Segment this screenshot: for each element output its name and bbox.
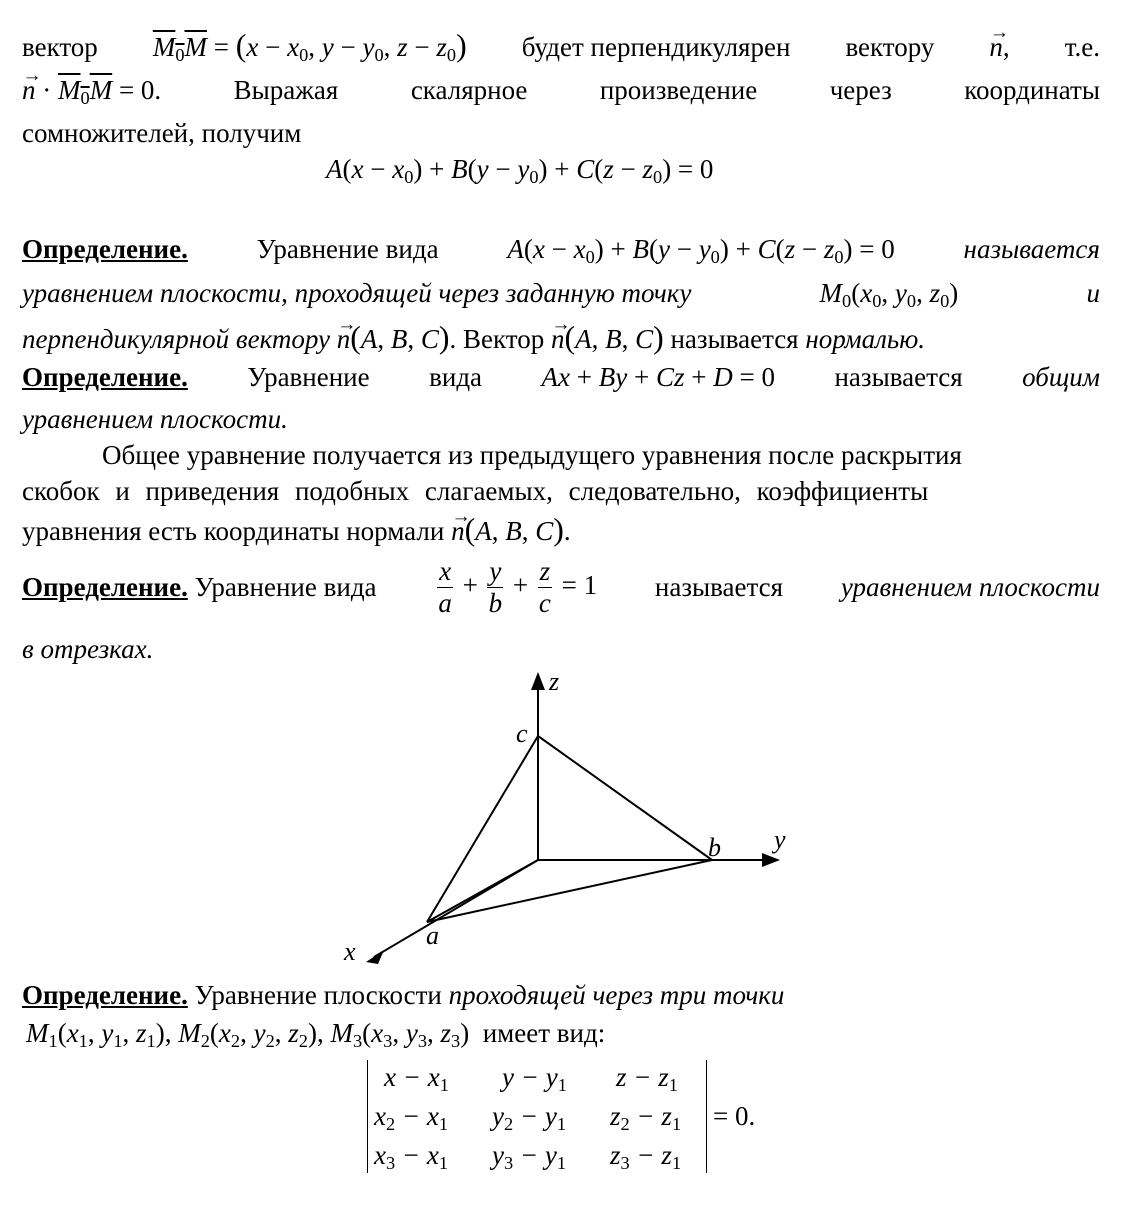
word: Уравнение [247,362,370,392]
label-y: y [774,825,786,854]
equation-point-normal: $A(x - x_0) + B(y - y_0) + C(z - z_0) = 0$ [326,154,714,188]
word: общим [1022,362,1100,392]
formula-normal: → n(A, B, C). [451,516,571,546]
phrase: перпендикулярной вектору [22,324,330,354]
phrase: Уравнение вида [256,234,439,264]
label-x: x [344,937,356,966]
formula-m0: $M_0(x_0$, $y_0$, $z_0$) [819,278,959,312]
phrase: будет перпендикулярен [521,32,791,62]
text-line [22,514,1100,546]
word: вектор [22,32,98,62]
label-a: a [426,921,439,950]
y-arrow-icon [762,853,780,867]
definition-label: Определение. [22,980,188,1010]
text-line [22,556,1100,619]
text-line [22,982,1100,1009]
phrase: Уравнение вида [194,572,377,603]
word: Выражая [233,75,339,105]
phrase: уравнением плоскости, проходящей через заданную точку [22,278,692,308]
word: скалярное [410,75,528,105]
word: нормалью. [805,324,925,354]
determinant-equals: = 0. [713,1101,756,1131]
formula-general: Ax + By + Cz + D = 0 [541,362,775,392]
formula-m0m-vector: $M_0M = (x - x_0$, $y - y_0$, $z - z_0$) [152,28,467,66]
formula-m1: $M_1(x_1$, $y_1$, $z_1$), [26,1018,172,1052]
word: координаты [964,75,1100,105]
determinant-matrix: $x - x_1$ $y - y_1$ $z - z_1$ $x_2 - x_1$ $y_2 - y_1$ $z_2 - z_1$ $x_3 - x_1$ $y_3 - y_1$ $z_3 - z_1$ [367,1060,707,1173]
formula-normal: → n(A, B, C) [551,324,664,354]
phrase: . Вектор [449,324,545,354]
text-line [22,28,1100,66]
definition-label: Определение. [22,572,188,603]
formula-point-normal: $A(x - x_0) + B(y - y_0) + C(z - z_0) = 0$ [507,234,895,268]
phrase: имеет вид: [482,1018,606,1048]
formula-intercept: $\frac{x}{a}$ + $\frac{y}{b}$ + $\frac{z}{c}$ = 1 [438,556,598,619]
text-line [22,442,1100,469]
phrase: уравнением плоскости [840,572,1100,603]
formula-m2: $M_2(x_2$, $y_2$, $z_2$), [178,1018,324,1052]
word: называется [834,362,963,392]
text-line: скобок и приведения подобных слагаемых, следовательно, коэффициенты [22,476,929,506]
word: называется [963,234,1100,264]
text-line: уравнением плоскости. [22,404,288,434]
definition-label: Определение. [22,362,188,392]
edge-ca [427,736,538,922]
paragraph-text: Общее уравнение получается из предыдущего уравнения после раскрытия [102,440,962,470]
text-line [22,364,1100,391]
text-line [22,322,1100,354]
text-line [22,234,1100,268]
definition-label: Определение. [22,234,188,264]
formula-n: → n, [989,34,1009,61]
word: т.е. [1064,32,1100,62]
edge-ab [427,860,712,922]
text-line [22,75,1100,109]
word: вида [429,362,483,392]
word: через [829,75,892,105]
label-b: b [708,833,721,862]
text-line: сомножителей, получим [22,118,302,148]
x-arrow-icon [366,950,384,964]
text-line: в отрезках. [22,634,154,664]
word: называется [670,324,799,354]
formula-m3: $M_3(x_3$, $y_3$, $z_3$) [330,1018,470,1052]
determinant-equation [367,1060,755,1173]
z-arrow-icon [531,672,545,690]
word: произведение [599,75,758,105]
edge-cb [538,736,712,860]
text-line [26,1018,1104,1052]
word: и [1086,278,1100,308]
edge-a-origin [427,860,538,922]
paragraph-text: уравнения есть координаты нормали [22,516,445,546]
phrase: проходящей через три точки [448,980,785,1010]
formula-dot-product: → $n \cdot M_0M = 0$. [22,77,161,104]
word: вектору [845,32,935,62]
label-z: z [549,667,560,696]
phrase: Уравнение плоскости [194,980,442,1010]
text-line [22,278,1100,312]
plane-intercepts-diagram [330,660,810,970]
formula-normal: → n(A, B, C) [337,324,450,354]
label-c: c [516,719,528,748]
word: называется [654,572,784,603]
